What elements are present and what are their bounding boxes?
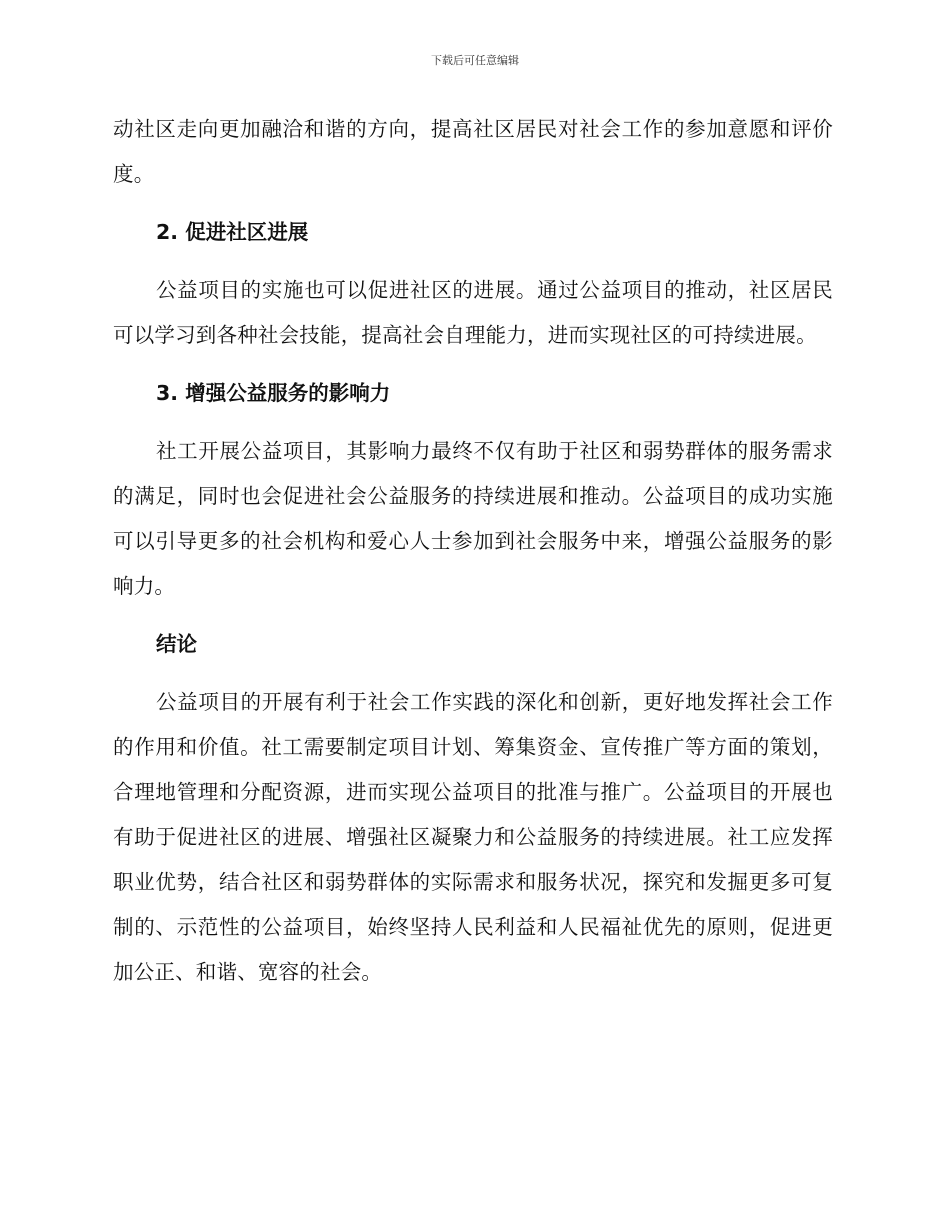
page-header-note: 下载后可任意编辑 xyxy=(431,54,519,67)
section-heading-conclusion: 结论 xyxy=(156,632,197,656)
section-heading-influence: 3. 增强公益服务的影响力 xyxy=(156,381,391,405)
document-body xyxy=(113,107,833,995)
paragraph-conclusion: 公益项目的开展有利于社会工作实践的深化和创新，更好地发挥社会工作的作用和价值。社工需要制定项目计划、筹集资金、宣传推广等方面的策划，合理地管理和分配资源，进而实现公益项目的批准与推广。公益项目的开展也有助于促进社区的进展、增强社区凝聚力和公益服务的持续进展。社工应发挥职业优势，结合社区和弱势群体的实际需求和服务状况，探究和发掘更多可复制的、示范性的公益项目，始终坚持人民利益和人民福祉优先的原则，促进更加公正、和谐、宽容的社会。 xyxy=(113,690,833,984)
paragraph-influence: 社工开展公益项目，其影响力最终不仅有助于社区和弱势群体的服务需求的满足，同时也会促进社会公益服务的持续进展和推动。公益项目的成功实施可以引导更多的社会机构和爱心人士参加到社会服务中来，增强公益服务的影响力。 xyxy=(113,439,833,598)
paragraph-intro-continuation: 动社区走向更加融洽和谐的方向，提高社区居民对社会工作的参加意愿和评价度。 xyxy=(113,117,833,186)
section-heading-community-progress: 2. 促进社区进展 xyxy=(156,220,309,244)
paragraph-community-progress: 公益项目的实施也可以促进社区的进展。通过公益项目的推动，社区居民可以学习到各种社会技能，提高社会自理能力，进而实现社区的可持续进展。 xyxy=(113,278,833,347)
